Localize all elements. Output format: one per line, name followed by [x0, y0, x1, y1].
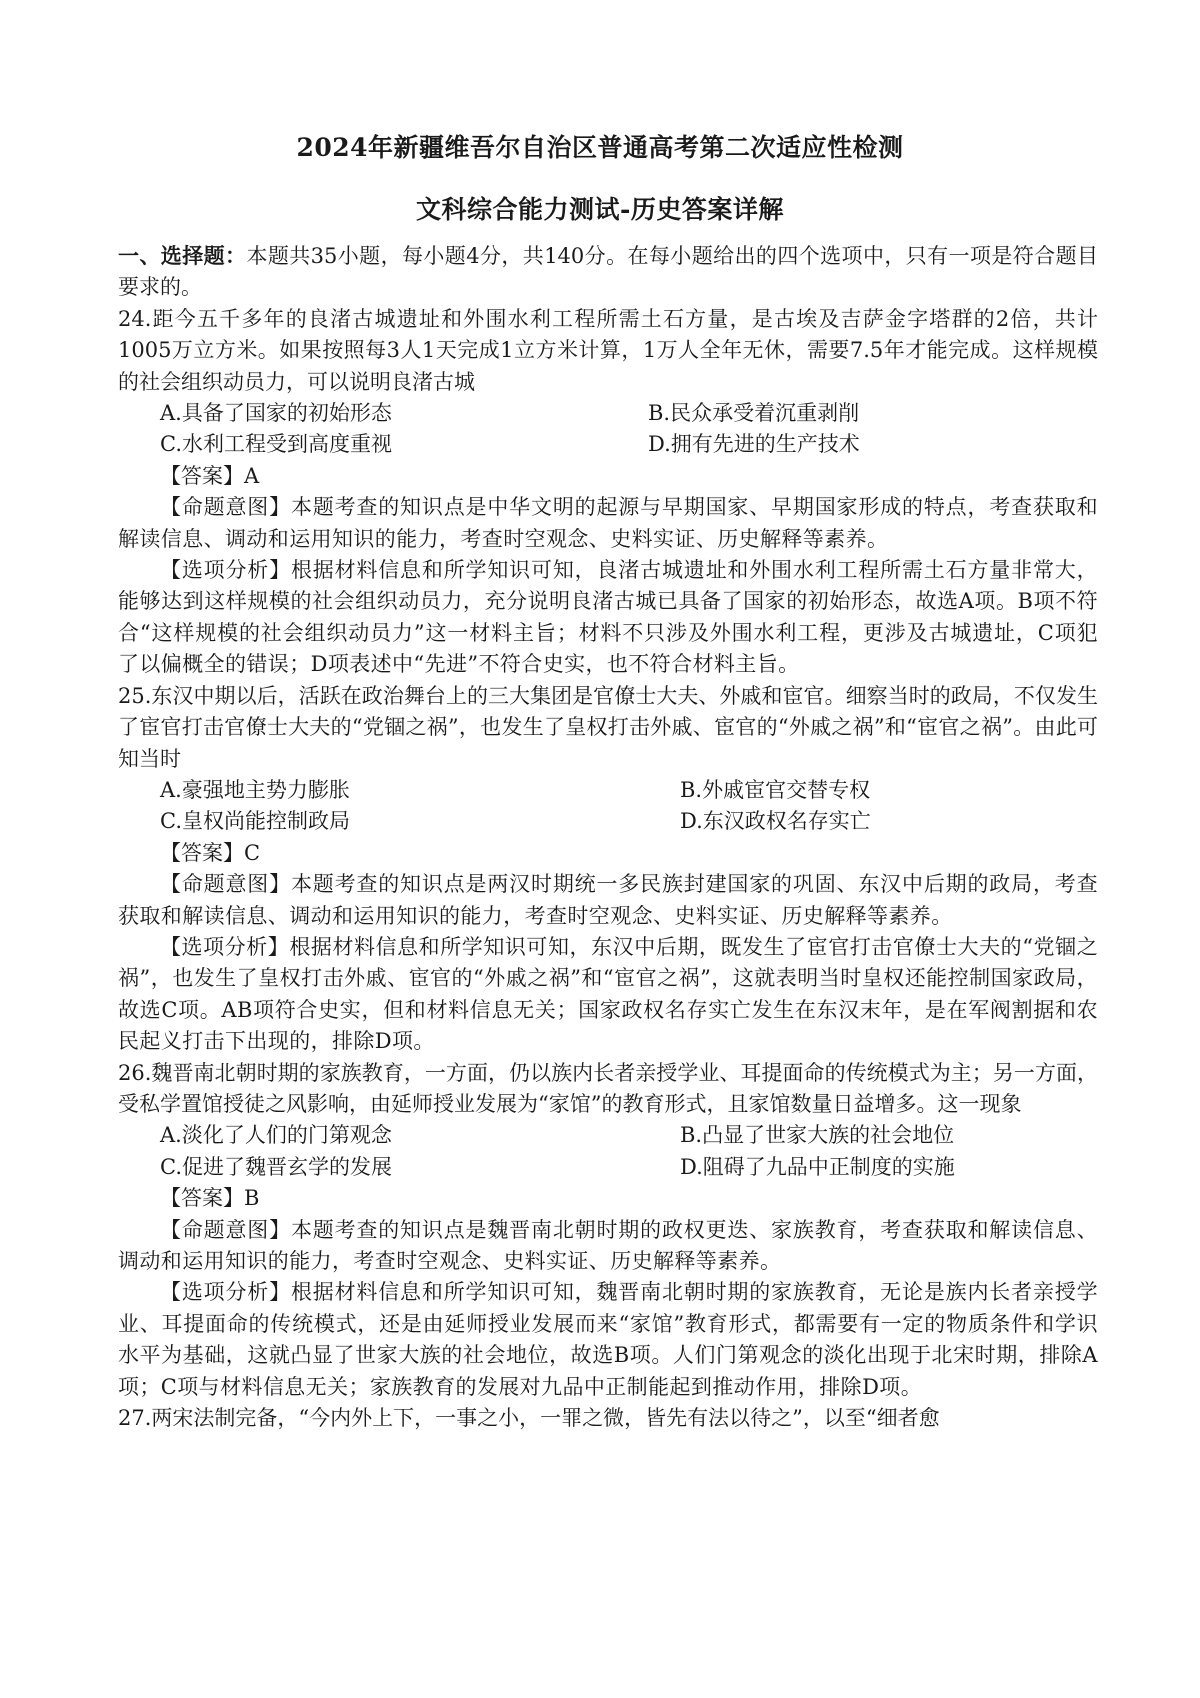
document-title: 2024年新疆维吾尔自治区普通高考第二次适应性检测 — [296, 133, 904, 162]
option-d: D.拥有先进的生产技术 — [648, 432, 860, 457]
intent-paragraph: 【命题意图】本题考查的知识点是两汉时期统一多民族封建国家的巩固、东汉中后期的政局，考查获取和解读信息、调动和运用知识的能力，考查时空观念、史料实证、历史解释等素养。 — [118, 872, 1098, 928]
answer-line: 【答案】A — [160, 463, 260, 488]
document-body — [118, 240, 1098, 1434]
analysis-paragraph: 【选项分析】根据材料信息和所学知识可知，良渚古城遗址和外围水利工程所需土石方量非常大，能够达到这样规模的社会组织动员力，充分说明良渚古城已具备了国家的初始形态，故选A项。B项不符合“这样规模的社会组织动员力”这一材料主旨；材料不只涉及外围水利工程，更涉及古城遗址，C项犯了以偏概全的错误；D项表述中“先进”不符合史实，也不符合材料主旨。 — [118, 558, 1098, 677]
analysis-paragraph: 【选项分析】根据材料信息和所学知识可知，魏晋南北朝时期的家族教育，无论是族内长者亲授学业、耳提面命的传统模式，还是由延师授业发展而来“家馆”教育形式，都需要有一定的物质条件和学识水平为基础，这就凸显了世家大族的社会地位，故选B项。人们门第观念的淡化出现于北宋时期，排除A项；C项与材料信息无关；家族教育的发展对九品中正制能起到推动作用，排除D项。 — [118, 1280, 1098, 1399]
intent-paragraph: 【命题意图】本题考查的知识点是中华文明的起源与早期国家、早期国家形成的特点，考查获取和解读信息、调动和运用知识的能力，考查时空观念、史料实证、历史解释等素养。 — [118, 495, 1098, 551]
question-stem: 26.魏晋南北朝时期的家族教育，一方面，仍以族内长者亲授学业、耳提面命的传统模式为主；另一方面，受私学置馆授徒之风影响，由延师授业发展为“家馆”的教育形式，且家馆数量日益增多。这一现象 — [118, 1060, 1098, 1116]
document-subtitle: 文科综合能力测试-历史答案详解 — [416, 195, 784, 224]
option-a: A.豪强地主势力膨胀 — [160, 777, 350, 802]
option-list — [118, 1120, 1098, 1183]
question-stem: 27.两宋法制完备，“今内外上下，一事之小，一罪之微，皆先有法以待之”，以至“细者愈 — [118, 1406, 940, 1431]
option-d: D.阻碍了九品中正制度的实施 — [680, 1154, 955, 1179]
question-stem: 25.东汉中期以后，活跃在政治舞台上的三大集团是官僚士大夫、外戚和宦官。细察当时的政局，不仅发生了宦官打击官僚士大夫的“党锢之祸”，也发生了皇权打击外戚、宦官的“外戚之祸”和“宦官之祸”。由此可知当时 — [118, 683, 1098, 771]
option-d: D.东汉政权名存实亡 — [680, 809, 871, 834]
option-a: A.具备了国家的初始形态 — [160, 401, 392, 426]
section-text: 本题共35小题，每小题4分，共140分。在每小题给出的四个选项中，只有一项是符合题目要求的。 — [118, 244, 1098, 300]
analysis-paragraph: 【选项分析】根据材料信息和所学知识可知，东汉中后期，既发生了宦官打击官僚士大夫的“党锢之祸”，也发生了皇权打击外戚、宦官的“外戚之祸”和“宦官之祸”，这就表明当时皇权还能控制国家政局，故选C项。AB项符合史实，但和材料信息无关；国家政权名存实亡发生在东汉末年，是在军阀割据和农民起义打击下出现的，排除D项。 — [118, 934, 1098, 1054]
section-label: 一、选择题： — [118, 243, 247, 268]
option-b: B.民众承受着沉重剥削 — [648, 401, 860, 426]
option-c: C.皇权尚能控制政局 — [160, 809, 350, 834]
answer-line: 【答案】B — [160, 1186, 260, 1211]
option-c: C.促进了魏晋玄学的发展 — [160, 1154, 392, 1179]
section-intro — [118, 240, 1098, 304]
option-list — [118, 398, 1098, 461]
question-stem: 24.距今五千多年的良渚古城遗址和外围水利工程所需土石方量，是古埃及吉萨金字塔群的2倍，共计1005万立方米。如果按照每3人1天完成1立方米计算，1万人全年无休，需要7.5年才能完成。这样规模的社会组织动员力，可以说明良渚古城 — [118, 306, 1098, 394]
option-list — [118, 775, 1098, 838]
option-a: A.淡化了人们的门第观念 — [160, 1123, 392, 1148]
option-b: B.凸显了世家大族的社会地位 — [680, 1123, 955, 1148]
option-b: B.外戚宦官交替专权 — [680, 777, 871, 802]
intent-paragraph: 【命题意图】本题考查的知识点是魏晋南北朝时期的政权更迭、家族教育，考查获取和解读信息、调动和运用知识的能力，考查时空观念、史料实证、历史解释等素养。 — [118, 1217, 1098, 1273]
answer-line: 【答案】C — [160, 840, 261, 865]
option-c: C.水利工程受到高度重视 — [160, 432, 392, 457]
